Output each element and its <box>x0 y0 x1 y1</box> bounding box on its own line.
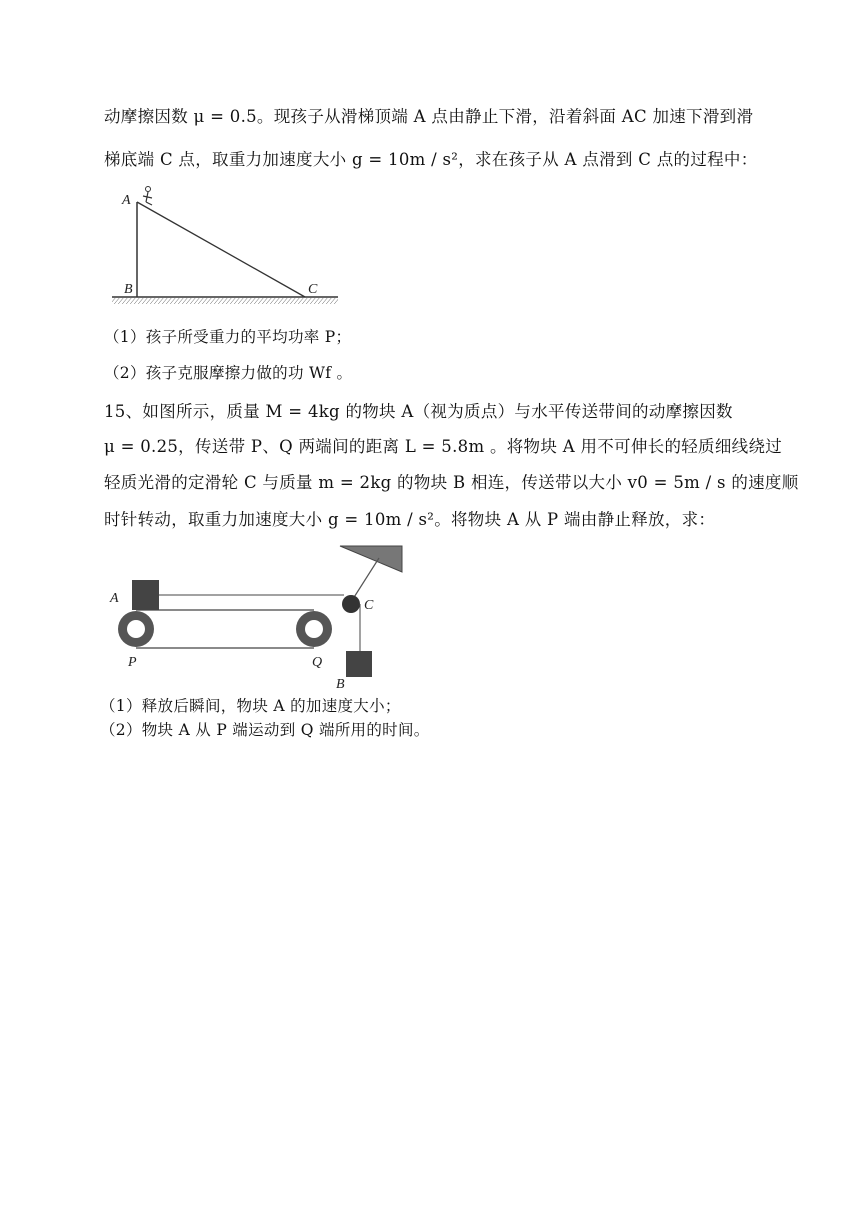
p14-question-1: （1）孩子所受重力的平均功率 P； <box>104 328 352 346</box>
block-a <box>132 580 159 610</box>
label-b: B <box>124 282 133 297</box>
label-p: P <box>128 655 137 670</box>
slide-figure <box>110 180 342 310</box>
pulley-c <box>342 595 360 613</box>
p15-question-1: （1）释放后瞬间，物块 A 的加速度大小； <box>100 697 401 715</box>
label-q: Q <box>312 655 323 670</box>
p14-text-line-2: 梯底端 C 点，取重力加速度大小 g = 10m / s²，求在孩子从 A 点滑到 C 点的过程中： <box>104 150 758 169</box>
wheel-p-hub <box>127 620 145 638</box>
block-b <box>346 651 372 677</box>
p15-text-line-1: 15、如图所示，质量 M = 4kg 的物块 A（视为质点）与水平传送带间的动摩擦因数 <box>104 402 733 421</box>
ceiling-support <box>340 546 402 572</box>
label-c: C <box>308 282 318 297</box>
p14-question-2: （2）孩子克服摩擦力做的功 Wf 。 <box>104 364 353 382</box>
ground-hatch <box>112 298 338 304</box>
label-c: C <box>364 598 374 613</box>
child-head <box>146 187 151 192</box>
p15-text-line-2: μ = 0.25，传送带 P、Q 两端间的距离 L = 5.8m 。将物块 A 用不可伸长的轻质细线绕过 <box>104 437 783 456</box>
p14-text-line-1: 动摩擦因数 μ = 0.5。现孩子从滑梯顶端 A 点由静止下滑，沿着斜面 AC 加速下滑到滑 <box>104 107 754 126</box>
child-body <box>143 192 152 205</box>
label-b: B <box>336 677 345 690</box>
label-a: A <box>110 591 119 606</box>
p15-text-line-4: 时针转动，取重力加速度大小 g = 10m / s²。将物块 A 从 P 端由静止释放，求： <box>104 510 716 529</box>
conveyor-figure <box>104 540 414 690</box>
label-a: A <box>122 193 131 208</box>
p15-text-line-3: 轻质光滑的定滑轮 C 与质量 m = 2kg 的物块 B 相连，传送带以大小 v0 = 5m / s 的速度顺 <box>104 473 799 492</box>
p15-question-2: （2）物块 A 从 P 端运动到 Q 端所用的时间。 <box>100 721 430 739</box>
slope-ac <box>137 202 305 297</box>
wheel-q-hub <box>305 620 323 638</box>
pulley-rod <box>351 558 379 602</box>
